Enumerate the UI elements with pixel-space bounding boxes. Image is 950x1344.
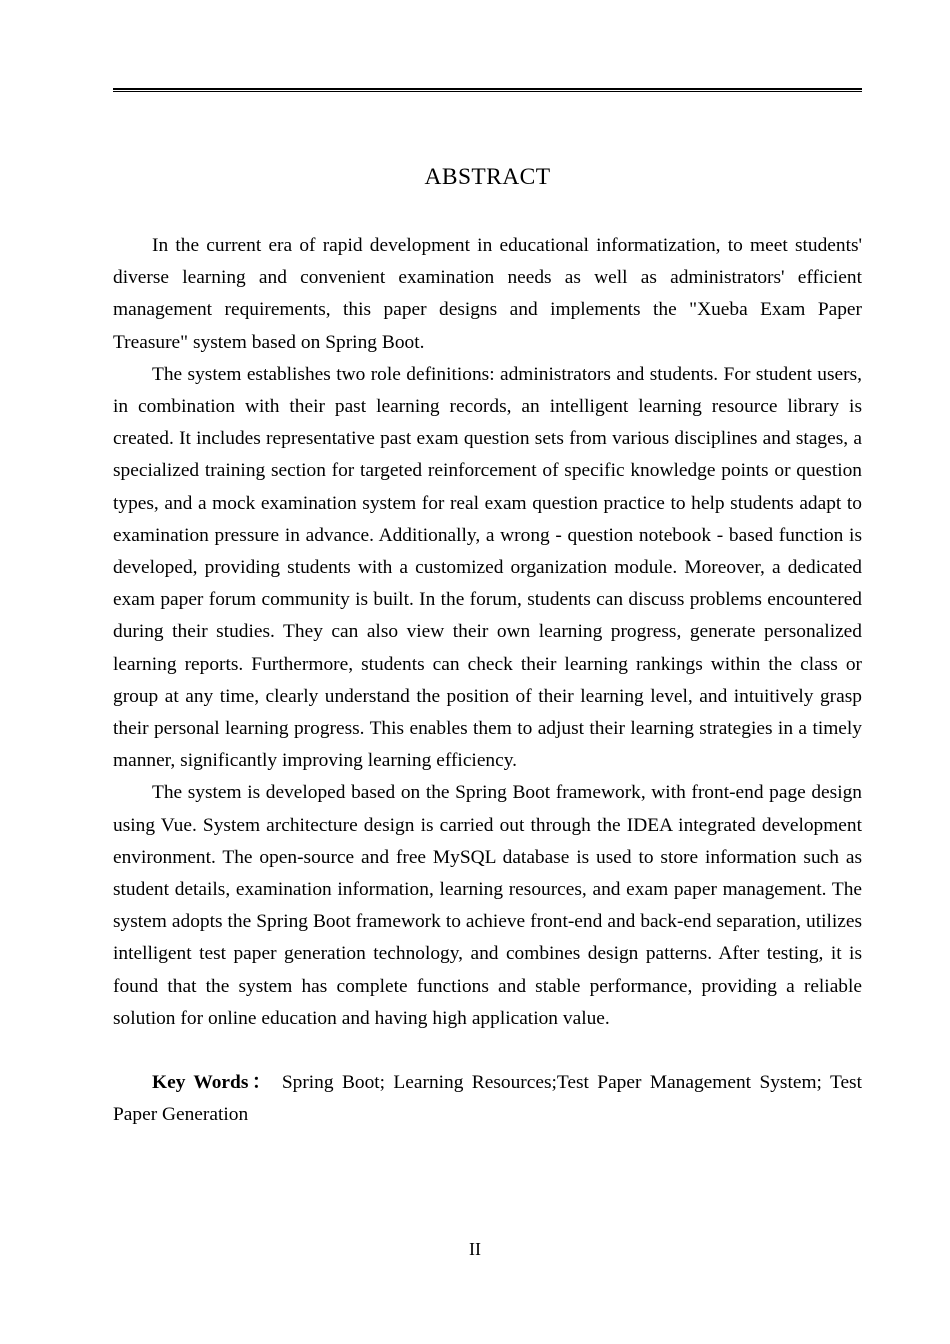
keywords-line bbox=[113, 1067, 862, 1131]
abstract-paragraph-2: The system establishes two role definitions: administrators and students. For student users, in combination with their past learning records, an intelligent learning resource library is created. It includes representative past exam question sets from various disciplines and stages, a specialized training section for targeted reinforcement of specific knowledge points or question types, and a mock examination system for real exam question practice to help students adapt to examination pressure in advance. Additionally, a wrong - question notebook - based function is developed, providing students with a customized organization module. Moreover, a dedicated exam paper forum community is built. In the forum, students can discuss problems encountered during their studies. They can also view their own learning progress, generate personalized learning reports. Furthermore, students can check their learning rankings within the class or group at any time, clearly understand the position of their learning level, and intuitively grasp their personal learning progress. This enables them to adjust their learning strategies in a timely manner, significantly improving learning efficiency. bbox=[113, 363, 862, 772]
keywords-separator: ： bbox=[248, 1072, 275, 1094]
abstract-content bbox=[113, 160, 862, 1151]
keywords-value: Spring Boot; Learning Resources;Test Paper Management System; Test Paper Generation bbox=[113, 1072, 862, 1126]
abstract-paragraph-3: The system is developed based on the Spring Boot framework, with front-end page design using Vue. System architecture design is carried out through the IDEA integrated development environment. The open-source and free MySQL database is used to store information such as student details, examination information, learning resources, and exam paper management. The system adopts the Spring Boot framework to achieve front-end and back-end separation, utilizes intelligent test paper generation technology, and combines design patterns. After testing, it is found that the system has complete functions and stable performance, providing a reliable solution for online education and having high application value. bbox=[113, 782, 862, 1029]
running-header-rule bbox=[113, 88, 862, 94]
header-rule-thin bbox=[113, 91, 862, 92]
header-rule-thick bbox=[113, 88, 862, 90]
keywords-label: Key Words bbox=[152, 1072, 249, 1094]
abstract-paragraph-1: In the current era of rapid development in educational informatization, to meet students' diverse learning and convenient examination needs as well as administrators' efficient management requirements, this paper designs and implements the "Xueba Exam Paper Treasure" system based on Spring Boot. bbox=[113, 235, 862, 353]
page-number: II bbox=[469, 1239, 481, 1259]
page-title: ABSTRACT bbox=[424, 164, 551, 190]
